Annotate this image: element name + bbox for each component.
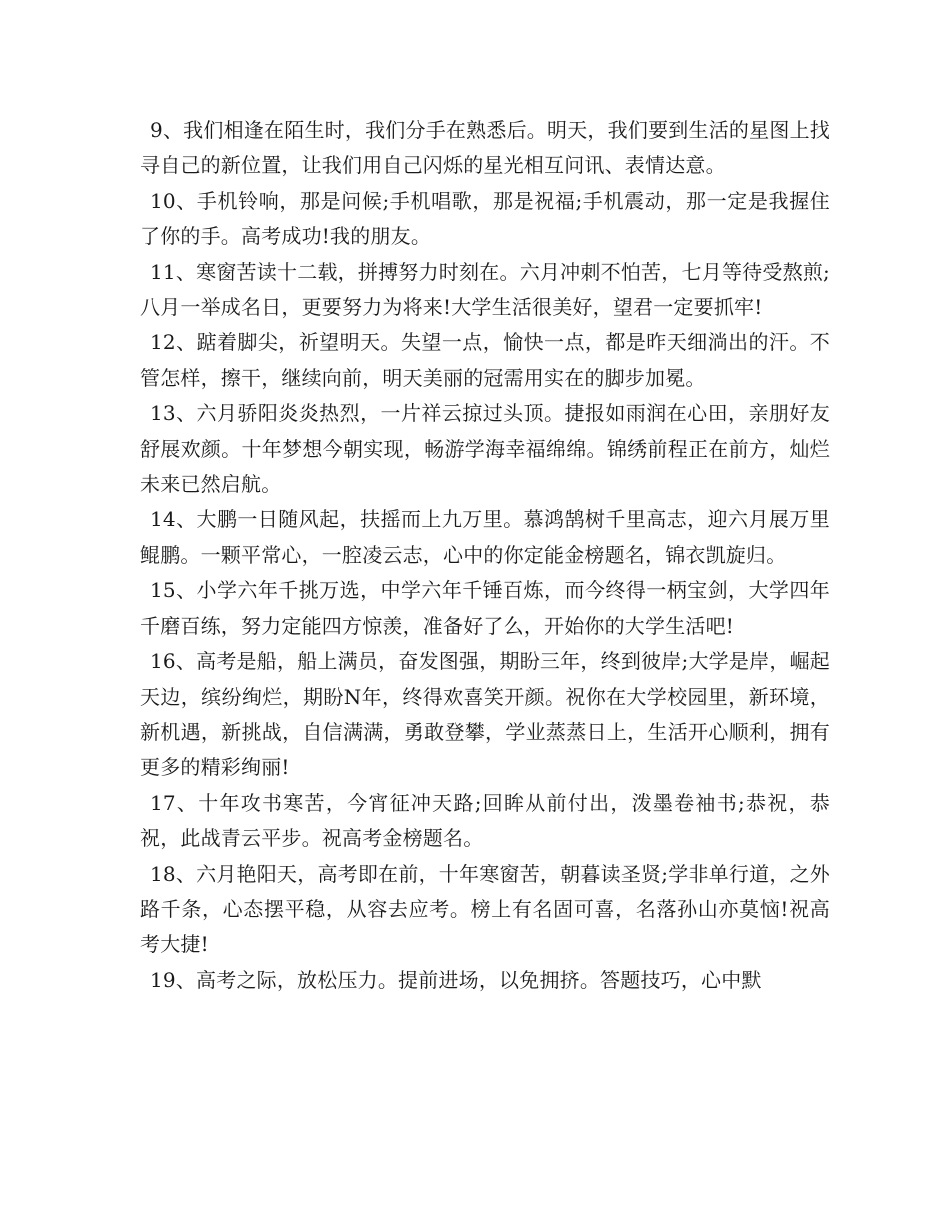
paragraph-11: 11、寒窗苦读十二载，拼搏努力时刻在。六月冲刺不怕苦，七月等待受熬煎;八月一举成名日，更要努力为将来!大学生活很美好，望君一定要抓牢! [140,259,830,320]
paragraph-19: 19、高考之际，放松压力。提前进场，以免拥挤。答题技巧，心中默 [150,967,762,992]
paragraph-17: 17、十年攻书寒苦，今宵征冲天路;回眸从前付出，泼墨卷袖书;恭祝，恭祝，此战青云平步。祝高考金榜题名。 [140,790,830,851]
paragraph-13: 13、六月骄阳炎炎热烈，一片祥云掠过头顶。捷报如雨润在心田，亲朋好友舒展欢颜。十年梦想今朝实现，畅游学海幸福绵绵。锦绣前程正在前方，灿烂未来已然启航。 [140,401,830,497]
document-body [140,113,830,998]
paragraph-10: 10、手机铃响，那是问候;手机唱歌，那是祝福;手机震动，那一定是我握住了你的手。高考成功!我的朋友。 [140,188,830,249]
paragraph-15: 15、小学六年千挑万选，中学六年千锤百炼，而今终得一柄宝剑，大学四年千磨百练，努力定能四方惊羡，准备好了么，开始你的大学生活吧! [140,578,830,638]
paragraph-9: 9、我们相逢在陌生时，我们分手在熟悉后。明天，我们要到生活的星图上找寻自己的新位置，让我们用自己闪烁的星光相互问讯、表情达意。 [140,118,830,178]
paragraph-14: 14、大鹏一日随风起，扶摇而上九万里。慕鸿鹄树千里高志，迎六月展万里鲲鹏。一颗平常心，一腔凌云志，心中的你定能金榜题名，锦衣凯旋归。 [140,507,830,567]
paragraph-18: 18、六月艳阳天，高考即在前，十年寒窗苦，朝暮读圣贤;学非单行道，之外路千条，心态摆平稳，从容去应考。榜上有名固可喜，名落孙山亦莫恼!祝高考大捷! [140,861,830,957]
paragraph-12: 12、踮着脚尖，祈望明天。失望一点，愉快一点，都是昨天细淌出的汗。不管怎样，擦干，继续向前，明天美丽的冠需用实在的脚步加冕。 [140,330,830,390]
paragraph-16: 16、高考是船，船上满员，奋发图强，期盼三年，终到彼岸;大学是岸，崛起天边，缤纷绚烂，期盼N年，终得欢喜笑开颜。祝你在大学校园里，新环境，新机遇，新挑战，自信满满，勇敢登攀，学业蒸蒸日上，生活开心顺利，拥有更多的精彩绚丽! [140,649,830,780]
